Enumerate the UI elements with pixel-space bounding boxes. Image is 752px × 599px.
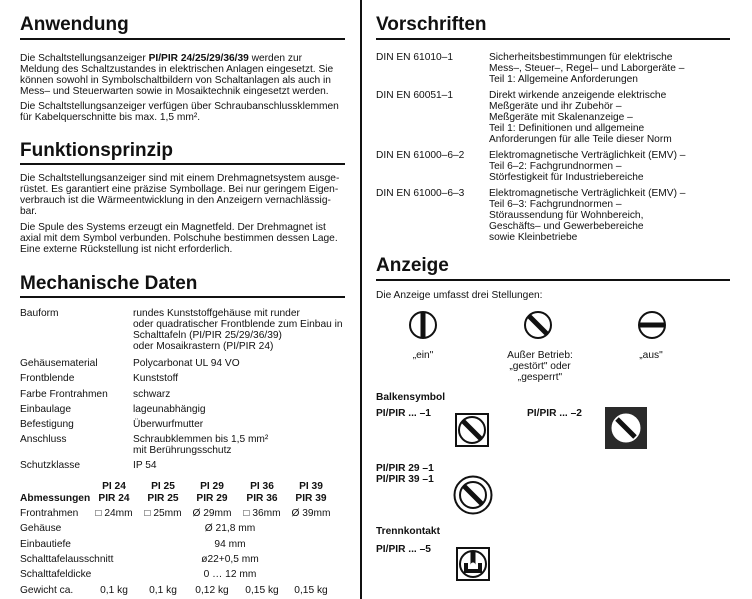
mech-value: lageunabhängig	[133, 404, 206, 415]
mech-value: IP 54	[133, 460, 157, 471]
mech-value: Schraubklemmen bis 1,5 mm² mit Berührungsschutz	[133, 434, 269, 456]
heading-funktionsprinzip: Funktionsprinzip	[20, 140, 174, 161]
pir-1-label: PI/PIR ... –1	[376, 408, 431, 419]
dims-row-label: Gewicht ca.	[20, 585, 74, 596]
heading-vorschriften: Vorschriften	[376, 14, 487, 35]
dims-span-cell: Ø 21,8 mm	[204, 523, 256, 534]
heading-rule	[20, 296, 345, 298]
column-divider	[360, 0, 362, 599]
dims-col-header: PIR 29	[196, 493, 228, 504]
dims-cell: Ø 29mm	[192, 508, 232, 519]
standard-number: DIN EN 61000–6–2	[376, 150, 465, 161]
dims-col-header: PIR 36	[246, 493, 278, 504]
round-bar-symbol-icon	[453, 475, 493, 515]
heading-rule	[20, 163, 345, 165]
dims-span-cell: 0 … 12 mm	[203, 569, 257, 580]
mech-label: Gehäusematerial	[20, 358, 98, 369]
mech-label: Frontblende	[20, 373, 75, 384]
pir-5-label: PI/PIR ... –5	[376, 544, 431, 555]
state-on-icon	[408, 310, 438, 340]
dims-col-header: PI 25	[151, 481, 175, 492]
anwendung-paragraph-2: Die Schaltstellungsanzeiger verfügen über Schraubanschlussklemmen für Kabelquerschnitte bis max. 1,5 mm².	[20, 101, 339, 123]
dims-col-header: PI 29	[200, 481, 224, 492]
heading-anzeige: Anzeige	[376, 255, 449, 276]
dims-col-header: PI 24	[102, 481, 126, 492]
mech-label: Anschluss	[20, 434, 67, 445]
dims-span-cell: 94 mm	[214, 539, 246, 550]
dims-row-label: Frontrahmen	[20, 508, 79, 519]
state-on-label: „ein"	[412, 350, 434, 361]
heading-rule	[376, 38, 730, 40]
funktion-paragraph-2: Die Spule des Systems erzeugt ein Magnetfeld. Der Drehmagnet ist axial mit dem Symbol verbunden. Polschuhe bestimmen dessen Lage. Eine externe Rückstellung ist nicht erforderlich.	[20, 222, 338, 255]
mech-label: Einbaulage	[20, 404, 71, 415]
dims-row-label: Schalttafeldicke	[20, 569, 92, 580]
state-off-icon	[637, 310, 667, 340]
heading-rule	[376, 279, 730, 281]
mech-label: Schutzklasse	[20, 460, 81, 471]
standard-number: DIN EN 61000–6–3	[376, 188, 465, 199]
dims-cell: Ø 39mm	[291, 508, 331, 519]
standard-number: DIN EN 61010–1	[376, 52, 454, 63]
dims-col-header: PIR 39	[295, 493, 327, 504]
inverted-square-bar-symbol-icon	[605, 407, 647, 449]
heading-anwendung: Anwendung	[20, 14, 129, 35]
disconnect-contact-symbol-icon	[456, 547, 490, 581]
mech-label: Farbe Frontrahmen	[20, 389, 108, 400]
mech-value: Polycarbonat UL 94 VO	[133, 358, 240, 369]
anzeige-intro: Die Anzeige umfasst drei Stellungen:	[376, 290, 543, 301]
heading-rule	[20, 38, 345, 40]
dims-col-header: PIR 24	[98, 493, 130, 504]
dims-cell: 0,15 kg	[294, 585, 328, 596]
dims-col-header: PI 39	[299, 481, 323, 492]
state-off-label: „aus"	[639, 350, 663, 361]
mech-value: schwarz	[133, 389, 171, 400]
pir-39-label: PI/PIR 39 –1	[376, 474, 434, 485]
dims-cell: 0,15 kg	[245, 585, 279, 596]
standard-description: Direkt wirkende anzeigende elektrische Meßgeräte und ihr Zubehör – Meßgeräte mit Skalenanzeige – Teil 1: Definitionen und allgemeine Anforderungen für alle Teile dieser Norm	[489, 90, 672, 145]
mech-label: Befestigung	[20, 419, 74, 430]
mech-value: rundes Kunststoffgehäuse mit runder oder quadratischer Frontblende zum Einbau in Schalttafeln (PI/PIR 25/29/36/39) oder Mosaikrastern (PI/PIR 24)	[133, 308, 343, 352]
dims-cell: □ 24mm	[95, 508, 133, 519]
standard-description: Elektromagnetische Verträglichkeit (EMV) – Teil 6–3: Fachgrundnormen – Störaussendung für Wohnbereich, Geschäfts– und Gewerbebereiche sowie Kleinbetriebe	[489, 188, 686, 243]
mech-value: Überwurfmutter	[133, 419, 204, 430]
dims-span-cell: ø22+0,5 mm	[201, 554, 259, 565]
dims-row-label: Gehäuse	[20, 523, 62, 534]
state-fault-icon	[523, 310, 553, 340]
trennkontakt-label: Trennkontakt	[376, 526, 440, 537]
dims-row-label: Einbautiefe	[20, 539, 71, 550]
dims-label: Abmessungen	[20, 493, 91, 504]
balkensymbol-label: Balkensymbol	[376, 392, 446, 403]
mech-value: Kunststoff	[133, 373, 179, 384]
dims-col-header: PIR 25	[147, 493, 179, 504]
standard-number: DIN EN 60051–1	[376, 90, 454, 101]
dims-col-header: PI 36	[250, 481, 274, 492]
anwendung-paragraph-1: Die Schaltstellungsanzeiger PI/PIR 24/25/29/36/39 werden zur Meldung des Schaltzustandes in elektrischen Anlagen eingesetzt. Sie können sowohl in Symbolschaltbildern von Schaltanlagen als auch in Mess– und Steuerwarten sowie in Mosaiktechnik eingesetzt werden.	[20, 53, 334, 97]
dims-cell: 0,1 kg	[100, 585, 128, 596]
funktion-paragraph-1: Die Schaltstellungsanzeiger sind mit einem Drehmagnetsystem ausge- rüstet. Es garantiert eine präzise Symbollage. Bei nur geringem Eigen- verbrauch ist die Wärmeentwicklung in den Anzeigern vernachlässig- bar.	[20, 173, 340, 217]
dims-cell: □ 36mm	[243, 508, 281, 519]
standard-description: Elektromagnetische Verträglichkeit (EMV) – Teil 6–2: Fachgrundnormen – Störfestigkeit für Industriebereiche	[489, 150, 686, 183]
pir-2-label: PI/PIR ... –2	[527, 408, 582, 419]
dims-cell: 0,1 kg	[149, 585, 177, 596]
pir-29-label: PI/PIR 29 –1	[376, 463, 434, 474]
dims-cell: 0,12 kg	[195, 585, 229, 596]
state-fault-label: Außer Betrieb: „gestört" oder „gesperrt"	[507, 350, 573, 383]
dims-row-label: Schalttafelausschnitt	[20, 554, 114, 565]
standard-description: Sicherheitsbestimmungen für elektrische Mess–, Steuer–, Regel– und Laborgeräte – Teil 1: Allgemeine Anforderungen	[489, 52, 685, 85]
square-bar-symbol-icon	[455, 413, 489, 447]
heading-mechanische-daten: Mechanische Daten	[20, 273, 198, 294]
mech-label: Bauform	[20, 308, 59, 319]
dims-cell: □ 25mm	[144, 508, 182, 519]
